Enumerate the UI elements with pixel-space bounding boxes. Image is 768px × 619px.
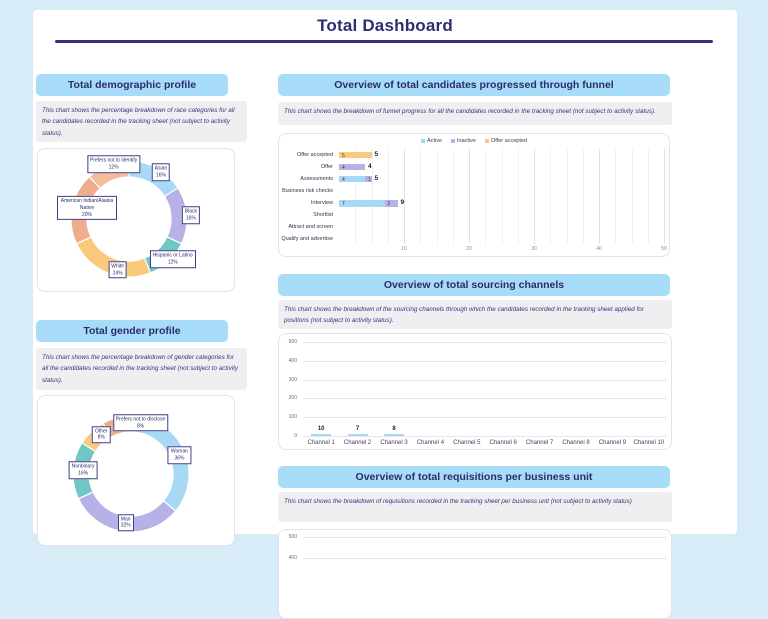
gridline xyxy=(420,149,421,244)
x-category-label: Channel 6 xyxy=(489,440,517,446)
gridline xyxy=(303,558,667,559)
bar-value-label: 5 xyxy=(342,152,345,159)
bar-value-label: 7 xyxy=(355,426,360,433)
panel-title-gender: Total gender profile xyxy=(36,320,228,342)
bar-value-label: 4 xyxy=(342,176,345,183)
bar-segment[interactable] xyxy=(339,176,365,183)
legend-label: Active xyxy=(427,138,443,144)
gridline xyxy=(664,149,665,244)
category-label: Interview xyxy=(310,199,333,206)
bar-segment[interactable] xyxy=(385,200,398,207)
y-tick-label: 500 xyxy=(288,339,297,345)
legend-item xyxy=(451,138,476,144)
channels-bar-chart[interactable] xyxy=(278,333,672,450)
x-category-label: Channel 8 xyxy=(562,440,590,446)
category-label: Attract and screen xyxy=(288,224,333,231)
donut-segment-label: Man 32% xyxy=(118,514,134,532)
panel-desc-channels: This chart shows the breakdown of the sourcing channels through which the candidates recorded in the tracking sheet applied for positions (not subject to activity status). xyxy=(278,300,672,329)
donut-segment-label: Prefers not to identify 12% xyxy=(87,155,140,173)
panel-desc-gender: This chart shows the percentage breakdown of gender categories for all the candidates recorded in the tracking sheet (not subject to activity status). xyxy=(36,348,247,390)
x-category-label: Channel 7 xyxy=(525,440,554,446)
bar-value-label: 1 xyxy=(368,176,371,183)
gridline xyxy=(303,417,667,418)
bar[interactable] xyxy=(311,434,331,436)
legend-label: Offer accepted xyxy=(490,138,527,144)
donut-segment-label: Black 16% xyxy=(182,207,200,225)
x-category-label: Channel 3 xyxy=(380,440,408,446)
donut-segment-label: Other 8% xyxy=(92,426,111,444)
gridline xyxy=(303,342,667,343)
gridline xyxy=(453,149,454,244)
x-category-label: Channel 10 xyxy=(633,440,665,446)
gridline xyxy=(550,149,551,244)
category-label: Offer accepted xyxy=(297,151,333,158)
bar-total-label: 5 xyxy=(374,175,379,183)
gridline xyxy=(632,149,633,244)
y-tick-label: 0 xyxy=(294,433,297,439)
donut-segment-label: Asian 16% xyxy=(152,163,171,181)
donut-segment-label: White 24% xyxy=(108,261,127,279)
x-category-label: Channel 5 xyxy=(453,440,481,446)
donut-segment-label: Woman 36% xyxy=(168,447,191,465)
bar-value-label: 8 xyxy=(392,426,396,433)
demographic-donut-chart[interactable] xyxy=(37,148,235,292)
gridline xyxy=(599,149,600,244)
gridline xyxy=(388,149,389,244)
gridline xyxy=(303,398,667,399)
panel-desc-funnel: This chart shows the breakdown of funnel progress for all the candidates recorded in the tracking sheet (not subject to activity status). xyxy=(278,102,672,125)
panel-title-funnel: Overview of total candidates progressed through funnel xyxy=(278,74,670,96)
donut-segment-label: Hispanic or Latino 12% xyxy=(150,251,196,269)
requisitions-bar-chart[interactable] xyxy=(278,529,672,619)
bar[interactable] xyxy=(384,434,404,436)
bar-value-label: 2 xyxy=(387,200,391,207)
bar-value-label: 4 xyxy=(342,164,345,171)
bar-total-label: 4 xyxy=(368,163,372,171)
y-tick-label: 100 xyxy=(288,414,297,421)
legend-swatch-icon xyxy=(485,139,489,143)
bar-value-label: 7 xyxy=(342,200,345,207)
gridline xyxy=(303,436,667,437)
page-title: Total Dashboard xyxy=(317,16,453,35)
legend-item xyxy=(421,138,442,144)
gridline xyxy=(437,149,438,244)
category-label: Business risk checks xyxy=(281,187,333,194)
panel-desc-requisitions: This chart shows the breakdown of requisitions recorded in the tracking sheet per business unit (not subject to activity status) xyxy=(278,492,672,522)
gridline xyxy=(567,149,568,244)
bar-segment[interactable] xyxy=(365,176,372,183)
legend-swatch-icon xyxy=(451,139,455,143)
panel-desc-demographic: This chart shows the percentage breakdown of race categories for all the candidates recorded in the tracking sheet (not subject to activity status). xyxy=(36,101,247,142)
x-category-label: Channel 4 xyxy=(416,440,445,446)
category-label: Offer xyxy=(320,163,333,170)
title-divider xyxy=(55,40,713,43)
chart-legend xyxy=(279,138,669,144)
gridline xyxy=(303,380,667,381)
donut-segment-label: American Indian/Alaska Native 20% xyxy=(57,196,117,220)
gridline xyxy=(303,537,667,538)
bar-segment[interactable] xyxy=(339,152,372,159)
donut-segment-label: Nonbinary 16% xyxy=(69,462,98,480)
y-tick-label: 400 xyxy=(288,555,297,561)
panel-title-channels: Overview of total sourcing channels xyxy=(278,274,670,296)
x-category-label: Channel 1 xyxy=(307,440,335,446)
legend-label: Inactive xyxy=(457,138,476,144)
gridline xyxy=(615,149,616,244)
legend-swatch-icon xyxy=(421,139,425,143)
y-tick-label: 400 xyxy=(288,357,297,364)
category-label: Shortlist xyxy=(313,212,333,218)
x-category-label: Channel 9 xyxy=(598,440,627,446)
bar-total-label: 9 xyxy=(400,199,405,207)
x-tick-label: 20 xyxy=(466,246,472,252)
gridline xyxy=(469,149,470,244)
bar-total-label: 5 xyxy=(374,151,379,158)
bar-segment[interactable] xyxy=(339,164,365,171)
x-category-label: Channel 2 xyxy=(343,440,372,446)
gridline xyxy=(485,149,486,244)
panel-title-demographic: Total demographic profile xyxy=(36,74,228,96)
gridline xyxy=(502,149,503,244)
gridline xyxy=(648,149,649,244)
bar-value-label: 10 xyxy=(317,426,325,433)
legend-item xyxy=(485,138,527,144)
x-tick-label: 30 xyxy=(531,246,537,252)
x-tick-label: 10 xyxy=(401,246,407,252)
category-label: Qualify and advertise xyxy=(281,236,333,243)
gridline xyxy=(583,149,584,244)
x-tick-label: 50 xyxy=(661,246,667,252)
gridline xyxy=(534,149,535,244)
y-tick-label: 200 xyxy=(288,395,297,402)
funnel-bar-chart[interactable] xyxy=(278,133,670,257)
category-label: Assessments xyxy=(300,175,333,182)
gender-donut-chart[interactable] xyxy=(37,395,235,546)
y-tick-label: 300 xyxy=(288,376,297,383)
gridline xyxy=(404,149,405,244)
bar[interactable] xyxy=(348,434,368,436)
y-tick-label: 500 xyxy=(288,534,297,540)
donut-segment-label: Prefers not to disclose 8% xyxy=(113,414,168,432)
gridline xyxy=(303,361,667,362)
dashboard-content-card xyxy=(33,10,737,561)
x-tick-label: 40 xyxy=(596,246,602,252)
bar-segment[interactable] xyxy=(339,200,385,207)
panel-title-requisitions: Overview of total requisitions per business unit xyxy=(278,466,670,488)
gridline xyxy=(518,149,519,244)
